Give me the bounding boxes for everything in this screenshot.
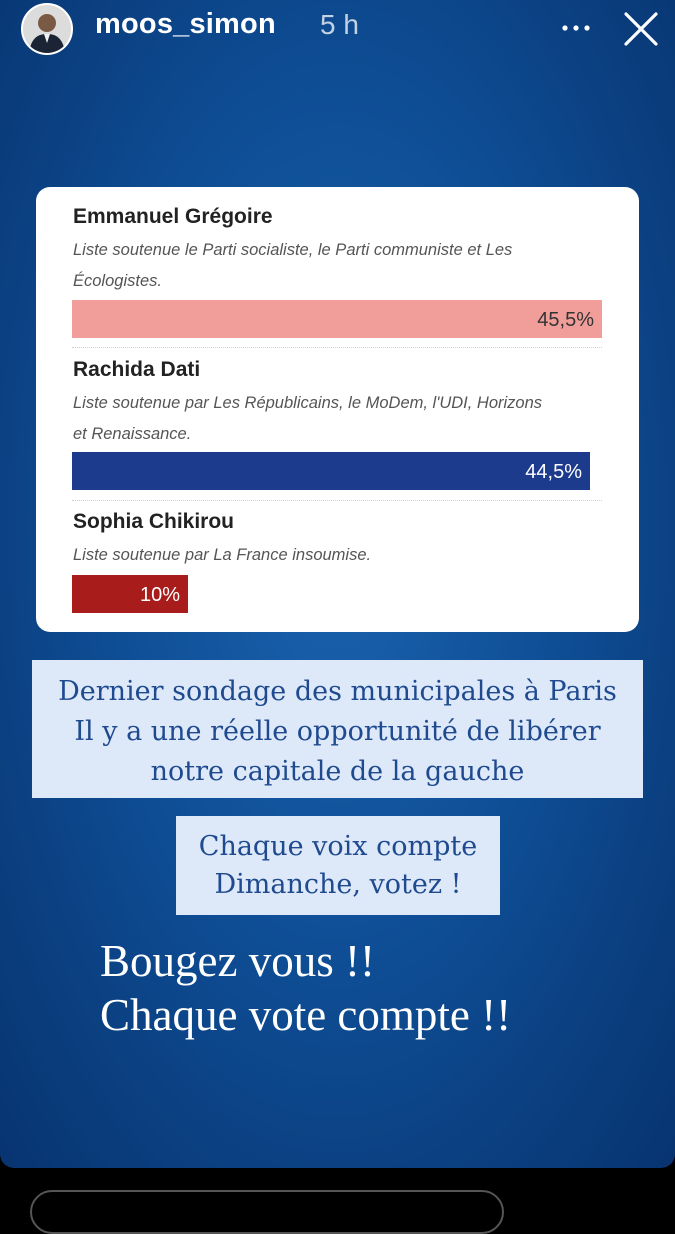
reply-input[interactable] bbox=[30, 1190, 504, 1234]
candidate-description-line: Écologistes. bbox=[73, 272, 162, 290]
vote-share-bar bbox=[72, 452, 590, 490]
caption-line: Chaque voix compte bbox=[198, 831, 478, 862]
caption-vote-call bbox=[176, 816, 500, 915]
caption-line: Dimanche, votez ! bbox=[214, 869, 462, 900]
candidate-description bbox=[73, 388, 618, 450]
vote-share-label: 44,5% bbox=[525, 461, 582, 483]
candidate-description bbox=[73, 235, 618, 297]
caption-line: notre capitale de la gauche bbox=[150, 756, 525, 787]
more-options-button[interactable] bbox=[556, 10, 596, 46]
caption-line: Il y a une réelle opportunité de libérer bbox=[74, 716, 601, 747]
candidate-description-line: et Renaissance. bbox=[73, 425, 192, 443]
story-header bbox=[0, 0, 675, 60]
more-horizontal-icon bbox=[556, 10, 596, 46]
candidate-description-line: Liste soutenue par Les Républicains, le MoDem, l'UDI, Horizons bbox=[73, 394, 543, 412]
candidate-name: Rachida Dati bbox=[73, 358, 201, 381]
message-line: Chaque vote compte !! bbox=[100, 990, 512, 1040]
profile-photo-icon bbox=[23, 5, 71, 53]
message-line: Bougez vous !! bbox=[100, 936, 375, 986]
divider bbox=[72, 500, 602, 501]
candidate-name: Emmanuel Grégoire bbox=[73, 205, 273, 228]
close-button[interactable] bbox=[620, 8, 662, 50]
post-time: 5 h bbox=[320, 9, 359, 40]
candidate-description-line: Liste soutenue le Parti socialiste, le Parti communiste et Les bbox=[73, 241, 513, 259]
candidate-name: Sophia Chikirou bbox=[73, 510, 235, 533]
poll-card bbox=[36, 187, 639, 632]
close-icon bbox=[620, 8, 662, 50]
candidate-description bbox=[73, 540, 618, 571]
avatar[interactable] bbox=[21, 3, 73, 55]
caption-poll-note bbox=[32, 660, 643, 798]
caption-line: Dernier sondage des municipales à Paris bbox=[58, 676, 617, 707]
divider bbox=[72, 347, 602, 348]
story-message bbox=[100, 934, 660, 1042]
username[interactable]: moos_simon bbox=[95, 8, 276, 40]
vote-share-bar bbox=[72, 575, 188, 613]
vote-share-label: 45,5% bbox=[537, 309, 594, 331]
vote-share-bar bbox=[72, 300, 602, 338]
vote-share-label: 10% bbox=[139, 584, 180, 606]
candidate-description-line: Liste soutenue par La France insoumise. bbox=[73, 546, 372, 564]
